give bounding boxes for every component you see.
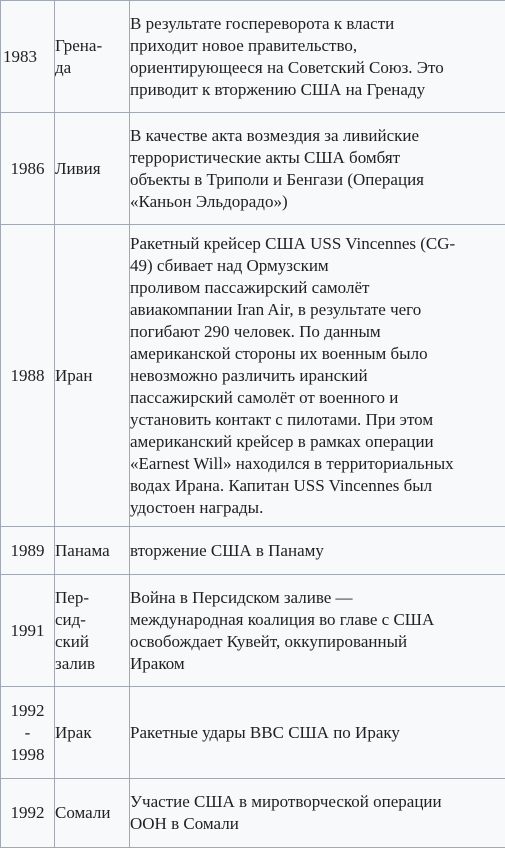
country-link[interactable]: Пер- сид- ский залив (55, 587, 129, 675)
description-cell (130, 527, 505, 575)
year-text: 1992 (1, 802, 54, 824)
year-text: 1989 (1, 540, 54, 562)
table-row (1, 1, 505, 113)
description-cell (130, 1, 505, 113)
country-cell (55, 113, 130, 225)
table-row (1, 113, 505, 225)
year-text: 1988 (1, 365, 54, 387)
year-cell (1, 687, 55, 779)
table-row (1, 225, 505, 527)
country-cell (55, 779, 130, 848)
table-row (1, 575, 505, 687)
description-text: В качестве акта возмездия за ливийские террористические акты США бомбят объекты в Триполи и Бенгази (Операция «Каньон Эльдорадо») (130, 125, 505, 213)
description-text: Война в Персидском заливе — международная коалиция во главе с США освобождает Кувейт, оккупированный Ираком (130, 587, 505, 675)
description-text: В результате госпереворота к власти приходит новое правительство, ориентирующееся на Советский Союз. Это приводит к вторжению США на Гренаду (130, 13, 505, 101)
description-text: Ракетный крейсер США USS Vincennes (CG- 49) сбивает над Ормузским проливом пассажирский самолёт авиакомпании Iran Air, в результате чего погибают 290 человек. По данным американской стороны их военным было невозможно различить иранский пассажирский самолёт от военного и установить контакт с пилотами. При этом американский крейсер в рамках операции «Earnest Will» находился в территориальных водах Ирана. Капитан USS Vincennes был удостоен награды. (130, 233, 505, 519)
description-cell (130, 225, 505, 527)
year-cell (1, 225, 55, 527)
description-cell (130, 687, 505, 779)
description-cell (130, 575, 505, 687)
year-text: 1992 - 1998 (1, 700, 54, 766)
table-row (1, 687, 505, 779)
year-text: 1991 (1, 620, 54, 642)
country-cell (55, 687, 130, 779)
year-cell (1, 779, 55, 848)
table-row (1, 527, 505, 575)
country-cell (55, 225, 130, 527)
description-text: Участие США в миротворческой операции ООН в Сомали (130, 791, 505, 835)
country-link[interactable]: Иран (55, 365, 129, 387)
country-link[interactable]: Ирак (55, 722, 129, 744)
country-cell (55, 1, 130, 113)
description-text: Ракетные удары ВВС США по Ираку (130, 722, 505, 744)
year-text: 1983 (3, 46, 54, 68)
country-cell (55, 527, 130, 575)
table-row (1, 779, 505, 848)
description-cell (130, 779, 505, 848)
country-cell (55, 575, 130, 687)
year-cell (1, 113, 55, 225)
year-cell (1, 527, 55, 575)
description-cell (130, 113, 505, 225)
year-text: 1986 (1, 158, 54, 180)
year-cell (1, 575, 55, 687)
country-link[interactable]: Панама (55, 540, 129, 562)
country-link[interactable]: Грена- да (55, 35, 129, 79)
country-link[interactable]: Ливия (55, 158, 129, 180)
year-cell (1, 1, 55, 113)
description-text: вторжение США в Панаму (130, 540, 505, 562)
country-link[interactable]: Сомали (55, 802, 129, 824)
